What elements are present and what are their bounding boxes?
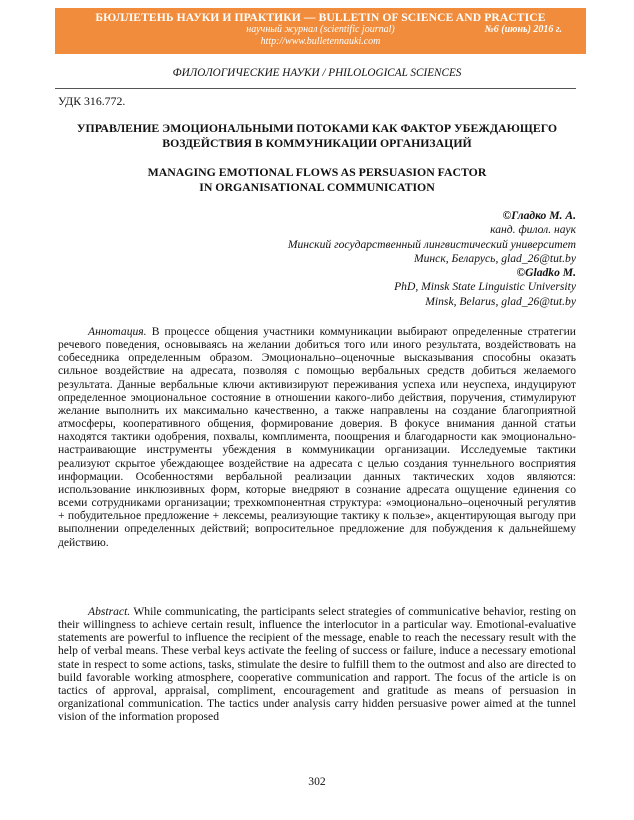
annotation-text: В процессе общения участники коммуникации выбирают определенные стратегии речевого поведения, основываясь на желании добиться того или иного результата, воздействовать на собеседника определенным образом. Эмоционально–оценочные высказывания способны оказать сильное воздействие на адресата, позволяя с помощью вербальных средств добиться желаемого результата. Данные вербальные ключи активизируют переживания успеха или неуспеха, индуцируют определенное эмоциональное состояние в отношении какого-либо действия, поручения, стимулируют желание выполнить их максимально качественно, а также направлены на создание благоприятной атмосферы, кооперативного общения, формирование доверия. В фокусе внимания данной статьи находятся тактики одобрения, похвалы, комплимента, поощрения и благодарности как эмоционально-настраивающие инструменты убеждения в коммуникации организации. Исследуемые тактики реализуют скрытое убеждающее воздействие на адресата с целью создания туннельного восприятия информации. Особенностями вербальной реализации данных тактических ходов являются: использование инклюзивных форм, которые внедряют в сознание адресата ощущение единения со всеми сотрудниками организации; трехкомпонентная структура: «эмоционально–оценочный регулятив + побудительное предложение + лексемы, реализующие тактику к пользе», акцентирующая выгоду при выполнении определенных действий; вопросительное предложение для побуждения к дальнейшему действию. (58, 325, 576, 549)
issue-number: №6 (июнь) 2016 г. (484, 24, 562, 35)
author-degree-ru: канд. филол. наук (490, 223, 576, 237)
author-name-en: ©Gladko M. (516, 266, 576, 280)
annotation-label: Аннотация. (88, 325, 147, 338)
udk-code: УДК 316.772. (58, 94, 126, 108)
abstract-paragraph (58, 605, 576, 723)
author-location-en: Minsk, Belarus, glad_26@tut.by (425, 294, 576, 308)
author-name-ru: ©Гладко М. А. (502, 209, 576, 222)
author-affiliation-ru: Минский государственный лингвистический университет (287, 237, 576, 251)
journal-title: БЮЛЛЕТЕНЬ НАУКИ И ПРАКТИКИ — BULLETIN OF SCIENCE AND PRACTICE (95, 11, 546, 24)
author-degree-en: PhD, Minsk State Linguistic University (394, 280, 576, 294)
journal-url[interactable]: http://www.bulletennauki.com (260, 36, 381, 47)
page-number: 302 (308, 775, 326, 788)
article-title-ru: УПРАВЛЕНИЕ ЭМОЦИОНАЛЬНЫМИ ПОТОКАМИ КАК ФАКТОР УБЕЖДАЮЩЕГО ВОЗДЕЙСТВИЯ В КОММУНИКАЦИИ ОРГАНИЗАЦИЙ (76, 121, 558, 150)
journal-subtitle: научный журнал (scientific journal) (246, 24, 395, 35)
article-title-en (58, 165, 576, 194)
section-label: ФИЛОЛОГИЧЕСКИЕ НАУКИ / PHILOLOGICAL SCIENCES (172, 67, 462, 79)
abstract-label: Abstract. (88, 605, 131, 618)
author-location-ru: Минск, Беларусь, glad_26@tut.by (413, 251, 576, 265)
annotation-paragraph (58, 325, 576, 549)
author-block (288, 209, 576, 309)
header-divider (55, 88, 576, 89)
journal-banner (55, 8, 586, 54)
article-title-en-line1: MANAGING EMOTIONAL FLOWS AS PERSUASION FACTOR (147, 165, 487, 179)
journal-subtitle-row (55, 24, 586, 36)
abstract-text: While communicating, the participants select strategies of communicative behavior, resting on their willingness to achieve certain result, influence the interlocutor in a particular way. Emotional-evaluative statements are powerful to influence the recipient of the message, enable to reach the necessary result with the help of verbal means. These verbal keys activate the feeling of success or failure, induce a necessary emotional state in respect to some actions, tasks, stimulate the desire to fulfill them to the outmost and also are directed to build favorable working atmosphere, cooperative communication and rapport. The focus of the article is on tactics of approval, appraisal, compliment, encouragement and gratitude as means of persuasion in organizational communication. The tactics under analysis carry hidden persuasive power aimed at the tunnel vision of the information proposed (58, 605, 576, 724)
article-title-en-line2: IN ORGANISATIONAL COMMUNICATION (199, 179, 435, 194)
